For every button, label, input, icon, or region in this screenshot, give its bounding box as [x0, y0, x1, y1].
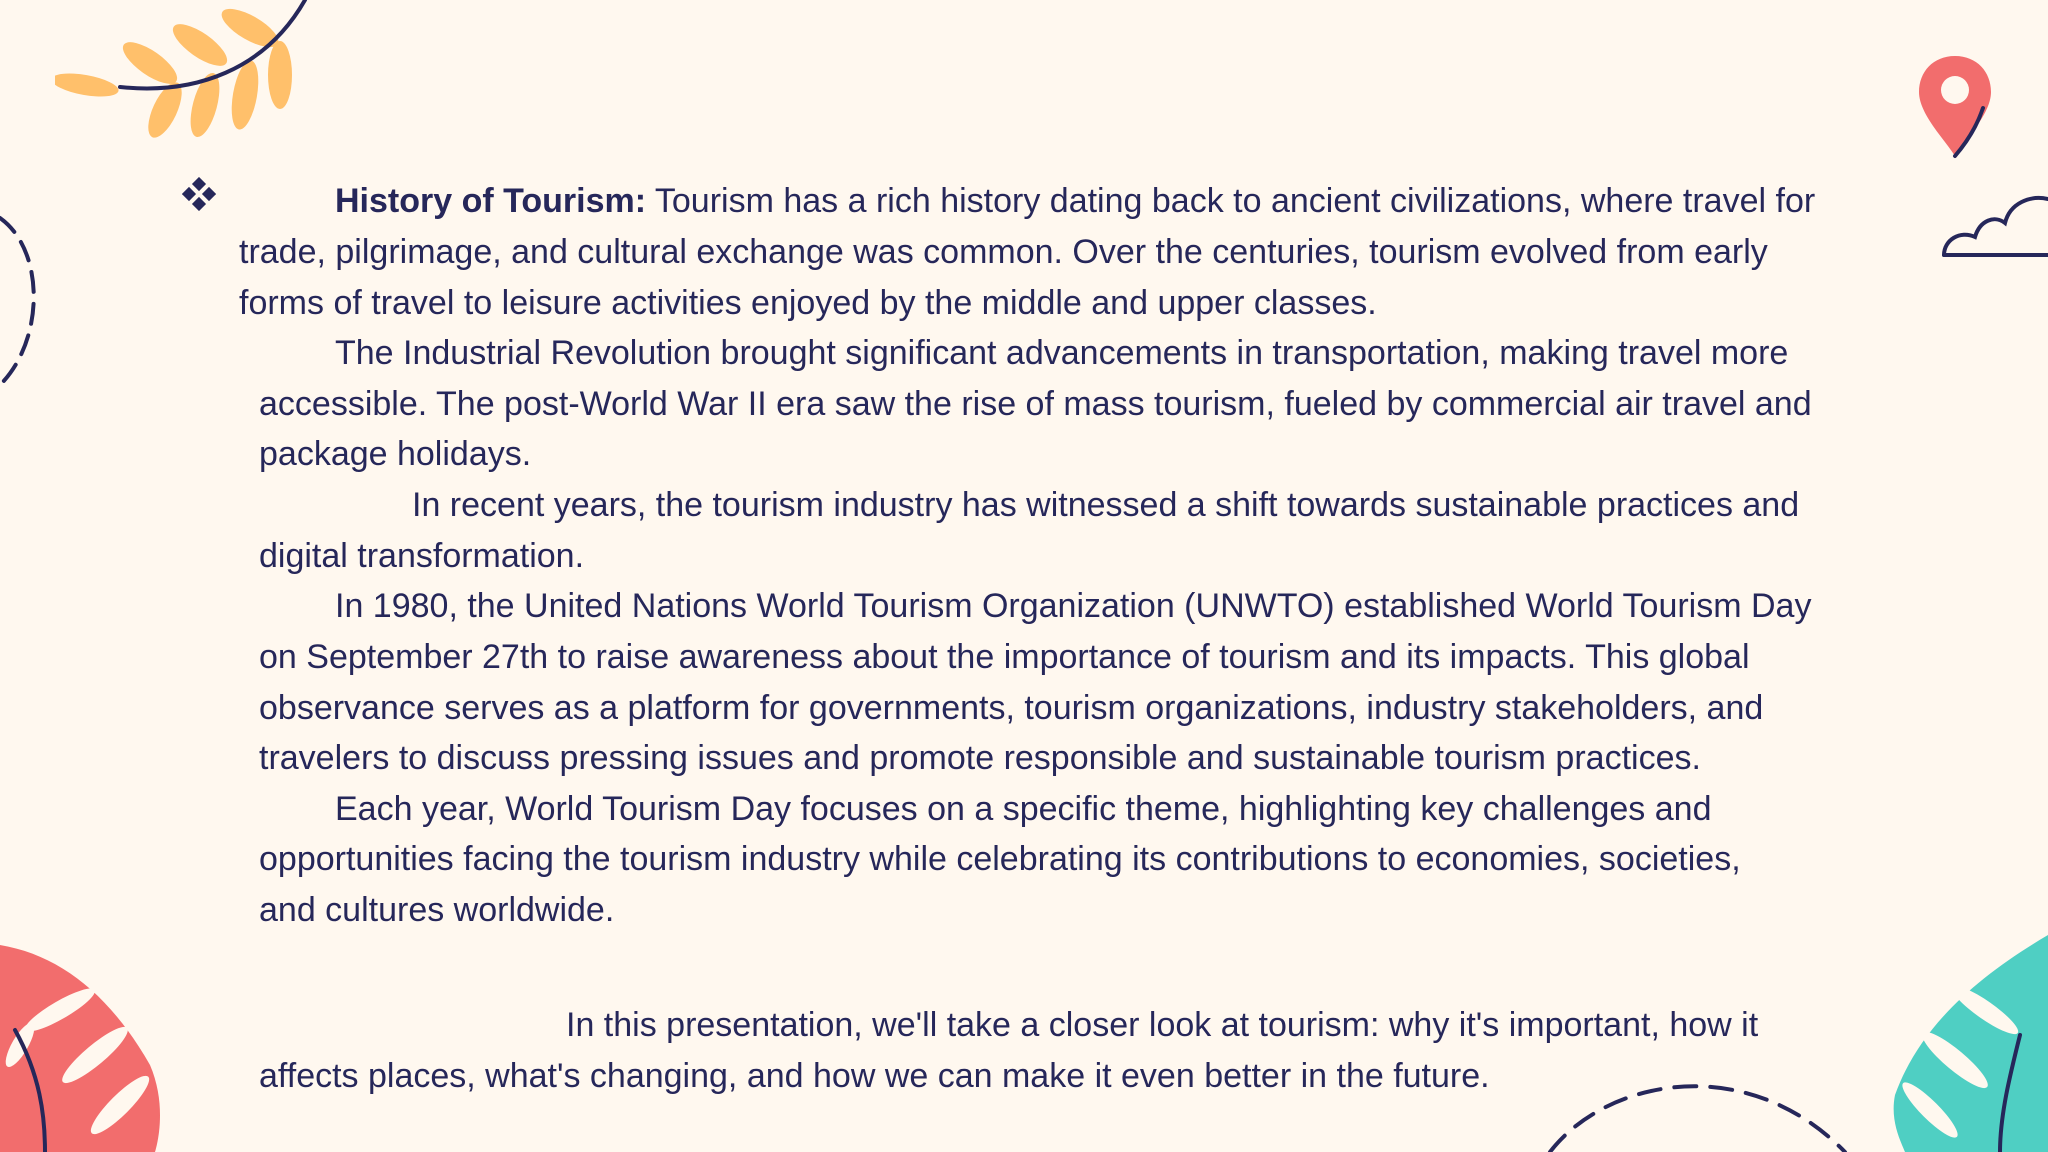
paragraph-line: travelers to discuss pressing issues and promote responsible and sustainable tourism practices. — [259, 739, 1701, 777]
paragraph-line: Each year, World Tourism Day focuses on a specific theme, highlighting key challenges and — [335, 790, 1712, 828]
paragraph-line: The Industrial Revolution brought significant advancements in transportation, making travel more — [335, 334, 1789, 372]
paragraph-line: accessible. The post-World War II era saw the rise of mass tourism, fueled by commercial air travel and — [259, 385, 1812, 423]
paragraph-line: In recent years, the tourism industry has witnessed a shift towards sustainable practices and — [412, 486, 1800, 524]
paragraph-line: digital transformation. — [259, 537, 585, 575]
paragraph-line: opportunities facing the tourism industry while celebrating its contributions to economies, societies, — [259, 840, 1741, 878]
paragraph-line: In this presentation, we'll take a closer look at tourism: why it's important, how it — [566, 1006, 1759, 1044]
history-heading: History of Tourism: — [335, 182, 647, 220]
paragraph-line: and cultures worldwide. — [259, 891, 615, 929]
paragraph-line: on September 27th to raise awareness about the importance of tourism and its impacts. This global — [259, 638, 1750, 676]
paragraph-line: package holidays. — [259, 435, 532, 473]
paragraph-line: forms of travel to leisure activities enjoyed by the middle and upper classes. — [239, 284, 1377, 322]
paragraph-line: In 1980, the United Nations World Tourism Organization (UNWTO) established World Tourism Day — [335, 587, 1812, 625]
paragraph-line: observance serves as a platform for governments, tourism organizations, industry stakeholders, and — [259, 689, 1764, 727]
paragraph-line: History of Tourism: Tourism has a rich history dating back to ancient civilizations, where travel for — [335, 182, 1816, 220]
paragraph-line: trade, pilgrimage, and cultural exchange was common. Over the centuries, tourism evolved from early — [239, 233, 1768, 271]
paragraph-line: affects places, what's changing, and how we can make it even better in the future. — [259, 1057, 1490, 1095]
